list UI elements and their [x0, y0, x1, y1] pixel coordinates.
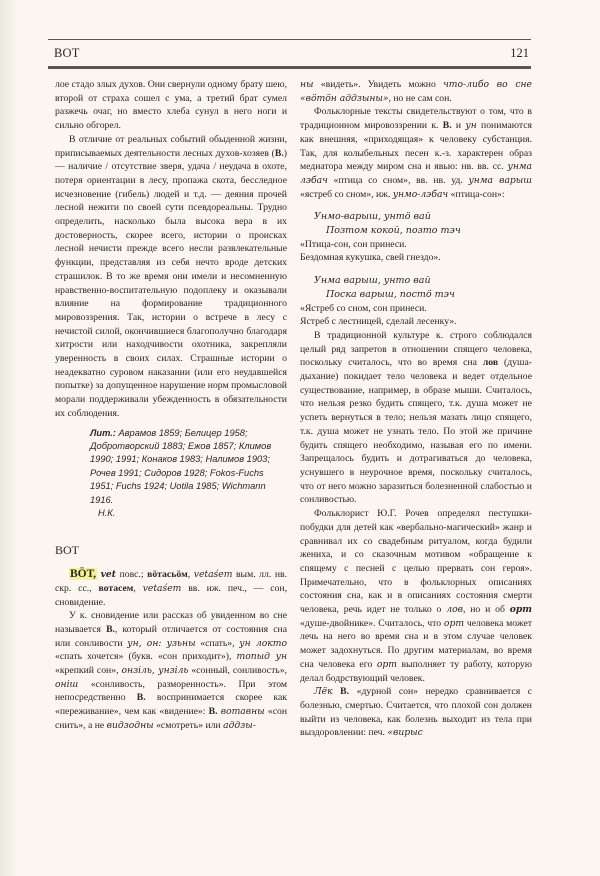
- dictionary-entry: ВÖТ, vet повс.; вöтасьöм, vetaśem вым. лл. нв. скр. сс., вотасем, vetaśem вв. иж. печ., — сон, сновидение.: [55, 568, 288, 608]
- verse-translation-2: «Ястреб со сном, сон принеси. Ястреб с лестницей, сделай лесенку».: [300, 302, 457, 328]
- verse-komi-2: Унма варыш, унто вай Поска варыш, постö тэч: [314, 275, 455, 300]
- verse-translation-1: «Птица-сон, сон принеси. Бездомная кукушка, свей гнездо».: [300, 238, 441, 264]
- paragraph: Лёк В. «дурной сон» нередко сравнивается с болезнью, смертью. Считается, что плохой сон должен выйти из человека, как болезнь выходит из тела при выздоровлении: печ. «вирыс: [300, 686, 533, 739]
- paragraph: лое стадо злых духов. Они свернули одному брату шею, второй от страха сошел с ума, а третий брат сумел разжечь очаг, но вместо хлеба сунул в него ноги и сильно обгорел.: [55, 79, 287, 132]
- paragraph: В традиционной культуре к. строго соблюдался целый ряд запретов в отношении спящего человека, поскольку считалось, что во время сна лов (душа-дыхание) покидает тело человека и ведет отдельное существование, например, в образе мыши. Считалось, что нельзя резко будить спящего, т.к. душа может не успеть вернуться в тело; нельзя мазать лицо спящего, т.к. душа может не узнать тело. По этой же причине будить спящего необходимо, называя его по имени. Запрещалось будить и дотрагиваться до человека, уснувшего в неурочное время, поскольку считалось, что от него можно заразиться болезненной слабостью и сонливостью.: [300, 329, 532, 506]
- literature-label: Лит.:: [90, 427, 116, 438]
- page-number: 121: [510, 46, 529, 60]
- page-edge-shadow: [0, 0, 18, 876]
- paragraph: В отличие от реальных событий обыденной жизни, приписываемых деятельности лесных духов-хозяев (В.) — наличие / отсутствие зверя, удача / неудача в охоте, потеря ориентации в лесу, пропажа скота, бесследное исчезновение (гибель) людей и т.д. — деяния прочей лесной нежити по своей сути псевдореальны. Трудно определить, насколько была высока вера в их достоверность, скорее всего, истории о происках лесной нечисти прежде всего несли развлекательные функции, представляя из себя нечто вроде детских страшилок. В то же время они имели и несомненную нравственно-воспитательную подоплеку и оказывали влияние на формирование традиционного мировоззрения. Так, истории о встрече в лесу с нечистой силой, окончившиеся благополучно благодаря хитрости или находчивости охотника, закрепляли уверенность в своих силах. Страшные истории о неадекватно суровом наказании (или его неудавшейся попытке) за допущенное нарушение норм промысловой морали поддерживали убежденность в обязательности их соблюдения.: [55, 133, 287, 419]
- paragraph: ны «видеть». Увидеть можно что-либо во сне «вöтöн аддзыны», но не сам сон.: [300, 79, 532, 104]
- right-column: [300, 78, 532, 740]
- literature-list: Аврамов 1859; Белицер 1958; Добротворский 1883; Ежов 1857; Климов 1990; 1991; Конаков 1983; Налимов 1903; Рочев 1991; Сидоров 1928; Fokos-Fuchs 1951; Fuchs 1924; Uotila 1985; Wichmann 1916.: [90, 427, 272, 505]
- section-heading: ВОТ: [55, 543, 79, 558]
- paragraph: Фольклорист Ю.Г. Рочев определял пестушки-побудки для детей как «вербально-магический» жанр и сравнивал их со свадебным ритуалом, когда будили жениха, и со сказочным мотивом «обращение к спящему с песней с целью прервать сон героя». Примечательно, что в фольклорных описаниях состояния сна, как и в описаниях состояния смерти человека, речь идет не только о лов, но и об орт «душе-двойнике». Считалось, что орт человека может лечь на него во время сна и в этом случае человек может задохнуться. По другим материалам, во время сна человека его орт выполняет ту работу, которую делал бодрствующий человек.: [300, 508, 533, 684]
- left-column: [55, 78, 287, 733]
- running-head: [48, 39, 531, 69]
- verse-komi-1: Унмо-варыш, унтö вай Позтом кокой, позто тэч: [314, 211, 461, 237]
- headword: ВÖТ,: [70, 568, 97, 581]
- paragraph: Фольклорные тексты свидетельствуют о том, что в традиционном мировоззрении к. В. и ун понимаются как внешняя, «приходящая» к человеку субстанция. Так, для колыбельных песен к.-з. характерен образ медиатора между миром сна и явью: нв. вв. сс. унма лэбач «птица со сном», вв. нв. уд. унма варыш «ястреб со сном», иж. унмо-лэбач «птица-сон»:: [300, 106, 533, 200]
- literature-references: [90, 427, 287, 521]
- running-head-title: ВОТ: [54, 46, 80, 60]
- paragraph: У к. сновидение или рассказ об увиденном во сне называется В., который отличается от состояния сна или сонливости ун, он: узьны «спать», ун локто «спать хочется» (букв. «сон приходит»), топыд ун «крепкий сон», онзiль, унзiль «сонный, сонливость», онiш «сонливость, разморенность». При этом непосредственно В. воспринимается скорее как «переживание», чем как «видение»: В. вотавны «сон снить», а не видзодны «смотреть» или аддзы-: [55, 610, 288, 731]
- article-author: Н.К.: [98, 508, 116, 519]
